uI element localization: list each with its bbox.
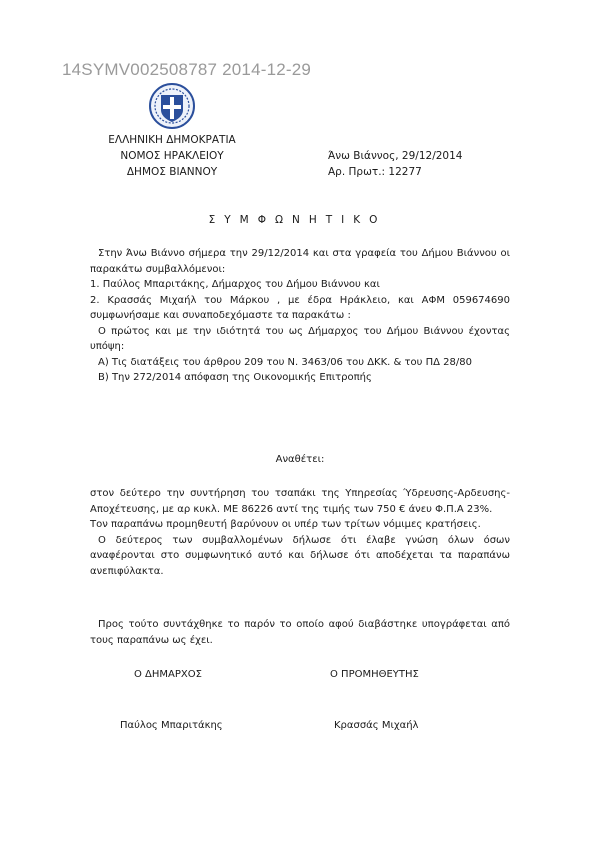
consideration-a: Α) Τις διατάξεις του άρθρου 209 του Ν. 3463/06 του ΔΚΚ. & του ΠΔ 28/80 bbox=[98, 356, 472, 368]
header-issuer bbox=[82, 132, 262, 180]
header-municipality: ΔΗΜΟΣ ΒΙΑΝΝΟΥ bbox=[126, 166, 218, 178]
place-date: Άνω Βιάννος, 29/12/2014 bbox=[328, 150, 463, 162]
closing-paragraph: Προς τούτο συντάχθηκε το παρόν το οποίο αφού διαβάστηκε υπογράφεται από τους παραπάνω ως έχει. bbox=[90, 619, 510, 646]
intro-section bbox=[90, 246, 510, 386]
document-title: ΣΥΜΦΩΝΗΤΙΚΟ bbox=[208, 214, 387, 226]
mayor-name: Παύλος Μπαριτάκης bbox=[120, 720, 223, 731]
header-date-protocol bbox=[328, 148, 462, 180]
supplier-name: Κρασσάς Μιχαήλ bbox=[334, 720, 419, 731]
header-prefecture: ΝΟΜΟΣ ΗΡΑΚΛΕΙΟΥ bbox=[120, 150, 224, 162]
party-one: 1. Παύλος Μπαριτάκης, Δήμαρχος του Δήμου Βιάννου και bbox=[90, 279, 380, 290]
assignment-section bbox=[90, 486, 510, 579]
party-two: 2. Κρασσάς Μιχαήλ του Μάρκου , με έδρα Ηράκλειο, και ΑΦΜ 059674690 συμφωνήσαμε και συναποδεχόμαστε τα παρακάτω : bbox=[90, 294, 510, 321]
header-country: ΕΛΛΗΝΙΚΗ ΔΗΜΟΚΡΑΤΙΑ bbox=[108, 134, 236, 146]
assign-heading: Αναθέτει: bbox=[275, 454, 325, 465]
acceptance-paragraph: Ο δεύτερος των συμβαλλομένων δήλωσε ότι έλαβε γνώση όλων όσων αναφέρονται στο συμφωνητικό αυτό και δήλωσε ότι αποδέχεται τα παραπάνω ανεπιφύλακτα. bbox=[90, 534, 510, 577]
protocol-number: Αρ. Πρωτ.: 12277 bbox=[328, 166, 422, 178]
withholding-paragraph: Τον παραπάνω προμηθευτή βαρύνουν οι υπέρ των τρίτων νόμιμες κρατήσεις. bbox=[90, 519, 481, 530]
supplier-role: Ο ΠΡΟΜΗΘΕΥΤΗΣ bbox=[330, 669, 419, 680]
consideration-b: Β) Την 272/2014 απόφαση της Οικονομικής Επιτροπής bbox=[98, 372, 372, 383]
greek-emblem-icon bbox=[148, 82, 196, 130]
document-id: 14SYMV002508787 2014-12-29 bbox=[62, 60, 312, 79]
mayor-role: Ο ΔΗΜΑΡΧΟΣ bbox=[134, 669, 202, 680]
capacity-paragraph: Ο πρώτος και με την ιδιότητά του ως Δήμαρχος του Δήμου Βιάννου έχοντας υπόψη: bbox=[90, 325, 510, 352]
assignment-paragraph: στον δεύτερο την συντήρηση του τσαπάκι της Υπηρεσίας Ύδρευσης-Αρδευσης-Αποχέτευσης, με αρ κυκλ. ΜΕ 86226 αντί της τιμής των 750 € άνευ Φ.Π.Α 23%. bbox=[90, 488, 510, 515]
intro-paragraph: Στην Άνω Βιάννο σήμερα την 29/12/2014 και στα γραφεία του Δήμου Βιάννου οι παρακάτω συμβαλλόμενοι: bbox=[90, 248, 510, 275]
